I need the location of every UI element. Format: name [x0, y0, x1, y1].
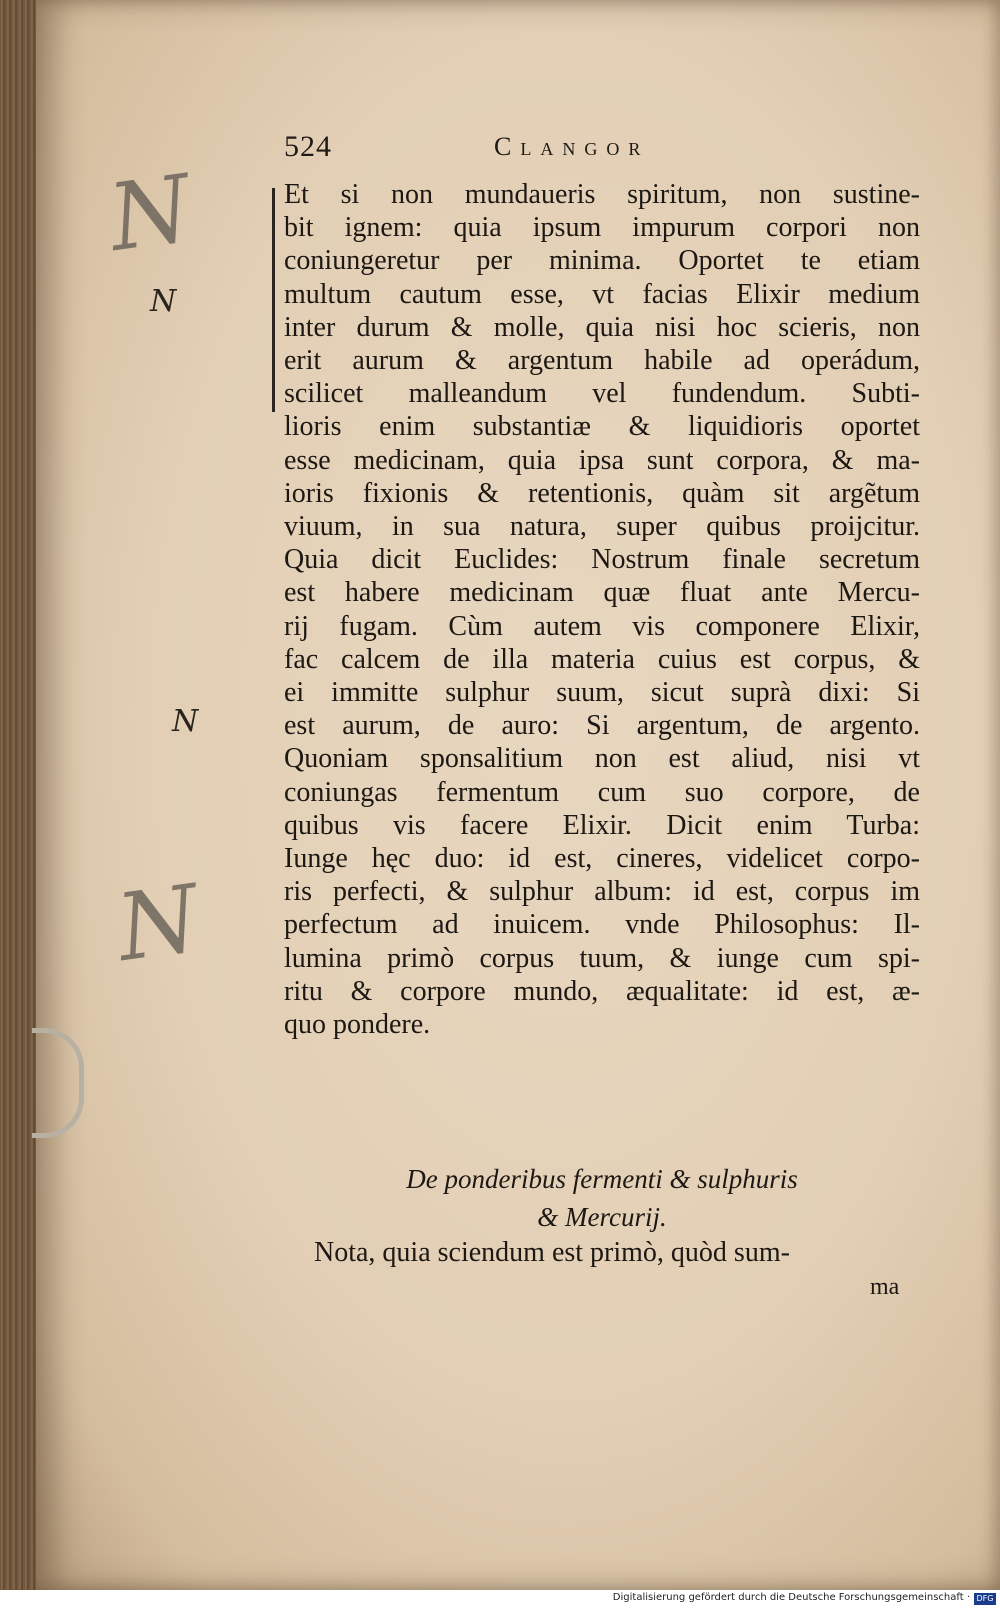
text-line: bit ignem: quia ipsum impurum corpori non	[284, 212, 920, 244]
text-line: Et si non mundaueris spiritum, non sustine-	[284, 179, 920, 210]
text-line: erit aurum & argentum habile ad operádum,	[284, 345, 920, 377]
text-line: inter durum & molle, quia nisi hoc scieris, non	[284, 311, 920, 343]
text-line: rij fugam. Cùm autem vis componere Elixir,	[284, 610, 920, 642]
text-line: ei immitte sulphur suum, sicut suprà dixi: Si	[284, 677, 920, 709]
section-heading	[284, 1160, 920, 1236]
text-line: Quia dicit Euclides: Nostrum finale secretum	[284, 544, 920, 576]
text-line: est habere medicinam quæ fluat ante Mercu-	[284, 577, 920, 609]
text-line: esse medicinam, quia ipsa sunt corpora, & ma-	[284, 444, 920, 476]
text-line: lumina primò corpus tuum, & iunge cum spi-	[284, 942, 920, 974]
margin-annotation-nb-1: N	[102, 154, 198, 273]
footer-credit: Digitalisierung gefördert durch die Deutsche Forschungsgemeinschaft ·	[612, 1592, 970, 1603]
text-line: multum cautum esse, vt facias Elixir medium	[284, 278, 920, 310]
text-line: lioris enim substantiæ & liquidioris oportet	[284, 411, 920, 443]
text-line: quibus vis facere Elixir. Dicit enim Turba:	[284, 809, 920, 841]
text-line: Iunge hęc duo: id est, cineres, videlicet corpo-	[284, 843, 920, 875]
text-line: quo pondere.	[284, 1009, 431, 1041]
margin-annotation-nb-2: N	[110, 864, 206, 983]
running-title: Clangor	[494, 132, 650, 161]
margin-bracket-mark	[272, 188, 275, 412]
text-line: perfectum ad inuicem. vnde Philosophus: Il-	[284, 909, 920, 941]
margin-annotation-n-1: N	[150, 284, 177, 319]
page-number: 524	[284, 130, 332, 163]
text-line: coniungas fermentum cum suo corpore, de	[284, 776, 920, 808]
body-text	[284, 178, 920, 1041]
text-line: coniungeretur per minima. Oportet te etiam	[284, 245, 920, 277]
text-line: scilicet malleandum vel fundendum. Subti-	[284, 378, 920, 410]
next-paragraph: Nota, quia sciendum est primò, quòd sum-	[314, 1237, 790, 1268]
margin-annotation-n-2: N	[172, 704, 199, 739]
text-line: ris perfecti, & sulphur album: id est, corpus im	[284, 876, 920, 908]
text-line: Quoniam sponsalitium non est aliud, nisi vt	[284, 743, 920, 775]
text-line: ritu & corpore mundo, æqualitate: id est, æ-	[284, 975, 920, 1007]
text-line: viuum, in sua natura, super quibus proijcitur.	[284, 511, 920, 543]
catchword: ma	[870, 1274, 900, 1300]
text-line: est aurum, de auro: Si argentum, de argento.	[284, 710, 920, 742]
text-line: fac calcem de illa materia cuius est corpus, &	[284, 643, 920, 675]
section-heading-line-2: & Mercurij.	[537, 1202, 667, 1232]
book-clasp	[32, 1028, 84, 1138]
page-header	[284, 130, 744, 170]
section-heading-line-1: De ponderibus fermenti & sulphuris	[406, 1164, 798, 1194]
text-line: ioris fixionis & retentionis, quàm sit argẽtum	[284, 477, 920, 509]
dfg-logo-icon: DFG	[974, 1593, 996, 1605]
